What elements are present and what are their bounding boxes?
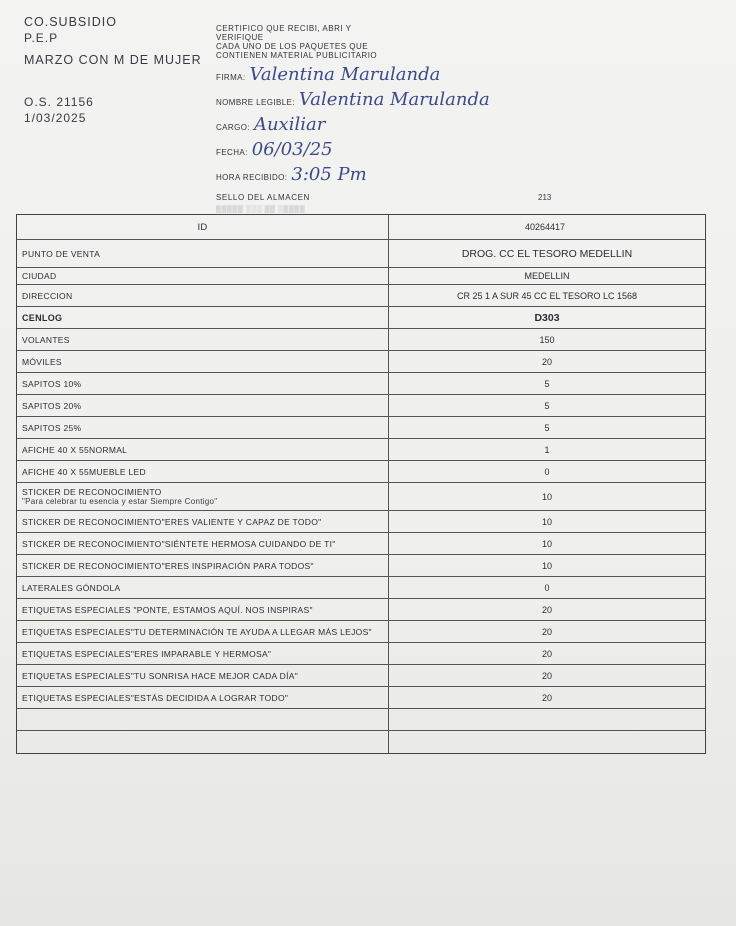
row-label: ETIQUETAS ESPECIALES"TU DETERMINACIÓN TE AYUDA A LLEGAR MÁS LEJOS" <box>17 621 389 642</box>
stamp-mark-icon: ▒▒▒▒▒ ░░░ ▒▒ ░▒▒▒▒ <box>216 206 306 213</box>
row-label: STICKER DE RECONOCIMIENTO"SIÉNTETE HERMOSA CUIDANDO DE TI" <box>17 533 389 554</box>
row-value <box>389 709 705 730</box>
page-number: 213 <box>538 193 552 202</box>
id-label: ID <box>17 215 389 239</box>
row-value: MEDELLIN <box>524 271 570 281</box>
row-value: 20 <box>541 356 552 367</box>
delivery-table <box>16 214 706 754</box>
row-value: 5 <box>544 422 550 433</box>
table-row <box>17 285 705 307</box>
table-row <box>17 665 705 687</box>
row-value: D303 <box>534 311 560 324</box>
table-row <box>17 709 705 731</box>
row-value: 10 <box>541 516 552 527</box>
nombre-label: NOMBRE LEGIBLE: <box>216 98 295 107</box>
row-label <box>17 483 389 510</box>
id-value: 40264417 <box>524 222 565 232</box>
row-label <box>17 709 389 730</box>
row-label: STICKER DE RECONOCIMIENTO"ERES VALIENTE Y CAPAZ DE TODO" <box>17 511 389 532</box>
table-row <box>17 483 705 511</box>
cargo-label: CARGO: <box>216 123 250 132</box>
table-row <box>17 577 705 599</box>
row-label: CIUDAD <box>17 268 389 284</box>
row-label: CENLOG <box>17 307 389 328</box>
table-row <box>17 240 705 268</box>
company-unit: P.E.P <box>24 31 59 45</box>
row-value: 10 <box>541 538 552 549</box>
hora-label: HORA RECIBIDO: <box>216 173 288 182</box>
nombre-value: Valentina Marulanda <box>298 89 490 110</box>
row-label: DIRECCION <box>17 285 389 306</box>
row-value: 1 <box>544 444 550 455</box>
table-row <box>17 461 705 483</box>
table-row <box>17 533 705 555</box>
statement-line-1: CERTIFICO QUE RECIBI, ABRI Y <box>216 24 352 33</box>
firma-label: FIRMA: <box>216 73 246 82</box>
fecha-row <box>216 138 516 160</box>
row-value: 0 <box>544 466 550 477</box>
table-row <box>17 621 705 643</box>
row-value: 10 <box>541 491 552 502</box>
row-value: 150 <box>539 334 555 345</box>
firma-row <box>216 63 516 85</box>
table-row <box>17 373 705 395</box>
statement-line-2: VERIFIQUE <box>216 33 264 42</box>
row-label: MÓVILES <box>17 351 389 372</box>
row-label: SAPITOS 20% <box>17 395 389 416</box>
cargo-row <box>216 113 516 135</box>
table-row <box>17 643 705 665</box>
row-value <box>389 731 705 753</box>
statement-line-4: CONTIENEN MATERIAL PUBLICITARIO <box>216 51 378 60</box>
row-label: ETIQUETAS ESPECIALES"ERES IMPARABLE Y HERMOSA" <box>17 643 389 664</box>
row-label: VOLANTES <box>17 329 389 350</box>
table-row <box>17 329 705 351</box>
row-label: SAPITOS 10% <box>17 373 389 394</box>
table-row <box>17 511 705 533</box>
row-label: ETIQUETAS ESPECIALES"TU SONRISA HACE MEJOR CADA DÍA" <box>17 665 389 686</box>
row-label <box>17 731 389 753</box>
row-label: AFICHE 40 X 55NORMAL <box>17 439 389 460</box>
row-label: PUNTO DE VENTA <box>17 240 389 267</box>
row-value: 5 <box>544 378 550 389</box>
row-label-main: STICKER DE RECONOCIMIENTO <box>22 487 162 497</box>
company-name: CO.SUBSIDIO <box>24 15 117 29</box>
row-label: ETIQUETAS ESPECIALES"ESTÁS DECIDIDA A LOGRAR TODO" <box>17 687 389 708</box>
table-row <box>17 307 705 329</box>
order-number: O.S. 21156 <box>24 95 94 109</box>
table-row <box>17 599 705 621</box>
campaign-name: MARZO CON M DE MUJER <box>24 53 202 67</box>
table-row <box>17 439 705 461</box>
fecha-label: FECHA: <box>216 148 248 157</box>
row-value: 20 <box>541 648 552 659</box>
row-label: AFICHE 40 X 55MUEBLE LED <box>17 461 389 482</box>
row-value: 20 <box>541 626 552 637</box>
hora-row <box>216 163 516 185</box>
row-value: 0 <box>544 582 550 593</box>
row-value: 20 <box>541 670 552 681</box>
row-value: CR 25 1 A SUR 45 CC EL TESORO LC 1568 <box>456 290 638 301</box>
header-left <box>24 14 209 126</box>
table-row <box>17 351 705 373</box>
id-row <box>17 215 705 240</box>
statement-line-3: CADA UNO DE LOS PAQUETES QUE <box>216 42 369 51</box>
cargo-value: Auxiliar <box>253 114 326 135</box>
row-label: ETIQUETAS ESPECIALES "PONTE, ESTAMOS AQUÍ. NOS INSPIRAS" <box>17 599 389 620</box>
table-row <box>17 395 705 417</box>
row-value: 20 <box>541 604 552 615</box>
table-row <box>17 687 705 709</box>
row-value: 20 <box>541 692 552 703</box>
nombre-row <box>216 88 516 110</box>
row-label: LATERALES GÓNDOLA <box>17 577 389 598</box>
row-label: STICKER DE RECONOCIMIENTO"ERES INSPIRACIÓN PARA TODOS" <box>17 555 389 576</box>
fecha-value: 06/03/25 <box>251 139 333 160</box>
hora-value: 3:05 Pm <box>291 164 367 185</box>
row-value: 5 <box>544 400 550 411</box>
row-label: SAPITOS 25% <box>17 417 389 438</box>
firma-signature: Valentina Marulanda <box>249 64 441 85</box>
table-row <box>17 417 705 439</box>
sello-label: SELLO DEL ALMACEN <box>216 193 310 202</box>
row-value: DROG. CC EL TESORO MEDELLIN <box>461 247 633 260</box>
row-value: 10 <box>541 560 552 571</box>
certification-block <box>216 24 516 213</box>
table-row <box>17 555 705 577</box>
row-label-sub: "Para celebrar tu esencia y estar Siempre Contigo" <box>22 497 218 506</box>
order-date: 1/03/2025 <box>24 111 87 125</box>
table-row <box>17 731 705 753</box>
table-row <box>17 268 705 285</box>
